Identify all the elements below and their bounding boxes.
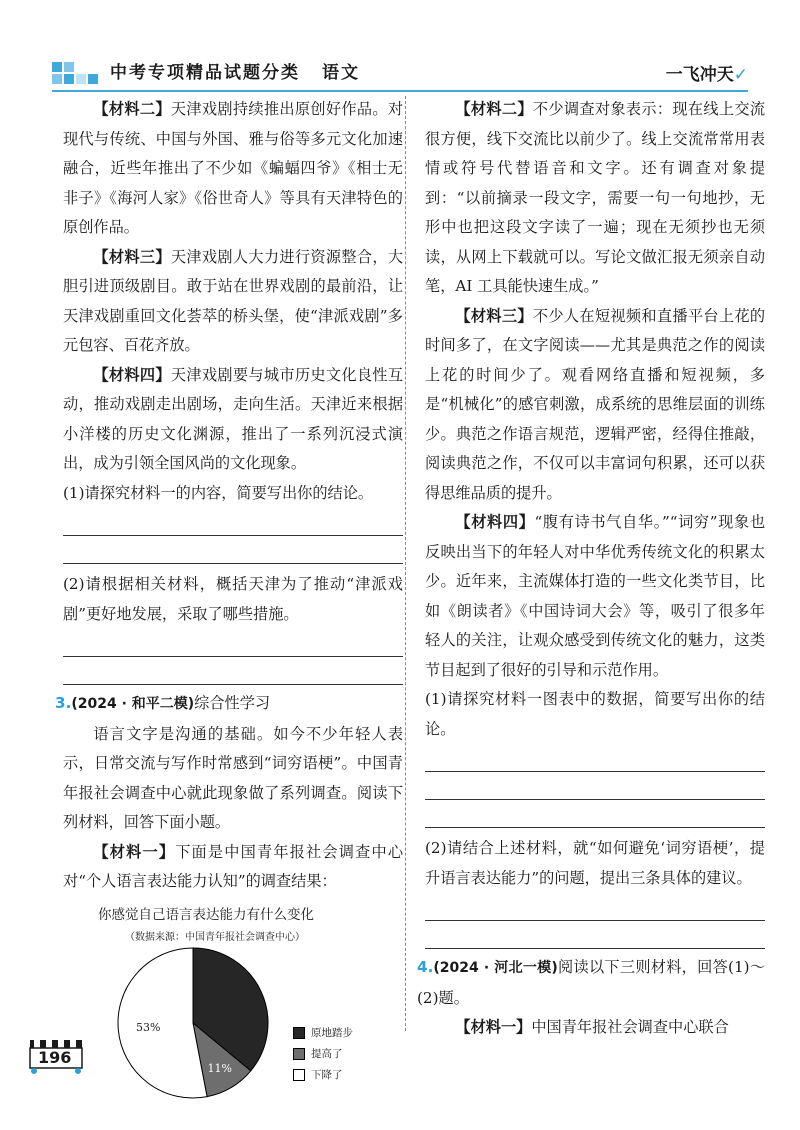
left-question-2: (2)请根据相关材料，概括天津为了推动“津派戏剧”更好地发展，采取了哪些措施。 (63, 575, 403, 623)
question-3-heading (55, 689, 403, 720)
right-material-1 (425, 1013, 765, 1043)
left-question-1: (1)请探究材料一的内容，简要写出你的结论。 (63, 483, 374, 502)
chart-legend (293, 1023, 353, 1086)
answer-line[interactable] (425, 772, 765, 800)
material-text: 不少人在短视频和直播平台上花的时间多了，在文字阅读——尤其是典范之作的阅读上花的时间少了。观看网络直播和短视频，多是“机械化”的感官刺激，成系统的思维层面的训练少。典范之作语言规范，逻辑严密，经得住推敲，阅读典范之作，不仅可以丰富词句积累，还可以获得思维品质的提升。 (425, 306, 766, 502)
right-material-3 (425, 302, 765, 509)
answer-line[interactable] (425, 921, 765, 949)
material-label: 【材料二】 (455, 100, 533, 118)
question-number: 3. (55, 694, 72, 712)
right-column (417, 95, 766, 1043)
header-book-title: 中考专项精品试题分类 (110, 63, 300, 83)
answer-line[interactable] (425, 893, 765, 921)
question-source: (2024 · 和平二模) (71, 696, 195, 712)
pie-chart (63, 901, 403, 1111)
legend-item (293, 1065, 353, 1086)
answer-line[interactable] (63, 508, 403, 536)
question-3-intro: 语言文字是沟通的基础。如今不少年轻人表示，日常交流与写作时常感到“词穷语梗”。中国青年报社会调查中心就此现象做了系列调查。阅读下列材料，回答下面小题。 (63, 724, 403, 831)
pie-svg (113, 943, 273, 1103)
column-divider (405, 96, 406, 1031)
legend-swatch (293, 1027, 305, 1039)
material-label: 【材料三】 (93, 247, 171, 266)
page-number-badge (26, 1036, 96, 1076)
question-source: (2024 · 河北一模) (433, 960, 558, 976)
answer-line[interactable] (63, 629, 403, 657)
right-question-1: (1)请探究材料一图表中的数据，简要写出你的结论。 (425, 690, 765, 738)
legend-swatch (293, 1069, 305, 1081)
material-text: 中国青年报社会调查中心联合 (531, 1018, 729, 1036)
material-text: 不少调查对象表示：现在线上交流很方便，线下交流比以前少了。线上交流常常用表情或符号代替语音和文字。还有调查对象提到：“以前摘录一段文字，需要一句一句地抄，无形中也把这段文字读了一遍；现在无须抄也无须读，从网上下载就可以。写论文做汇报无须亲自动笔，AI 工具能快速生成。” (425, 100, 766, 295)
chart-source-note: （数据来源：中国青年报社会调查中心） (125, 931, 305, 943)
left-material-2 (63, 95, 403, 243)
material-label: 【材料四】 (455, 513, 535, 531)
left-material-1 (63, 838, 403, 897)
page-header (0, 0, 800, 95)
legend-item (293, 1023, 353, 1044)
legend-label: 原地踏步 (311, 1026, 353, 1039)
question-number: 4. (417, 958, 434, 976)
material-text: “腹有诗书气自华。”“词穷”现象也反映出当下的年轻人对中华优秀传统文化的积累太少。近年来，主流媒体打造的一些文化类节目，比如《朗读者》《中国诗词大会》等，吸引了很多年轻人的关注，让观众感受到传统文化的魅力，这类节目起到了很好的引导和示范作用。 (425, 513, 766, 679)
header-logo (666, 60, 748, 85)
pie-value-label: 11% (207, 1061, 232, 1075)
left-material-3 (63, 243, 403, 361)
pie-value-label: 53% (135, 1020, 161, 1034)
right-material-2 (425, 95, 765, 302)
material-text: 天津戏剧人大力进行资源整合，大胆引进顶级剧目。敢于站在世界戏剧的最前沿，让天津戏剧重回文化荟萃的桥头堡，使“津派戏剧”多元包容、百花齐放。 (63, 247, 404, 354)
chart-title: 你感觉自己语言表达能力有什么变化 (98, 906, 314, 923)
material-label: 【材料四】 (93, 365, 171, 384)
answer-line[interactable] (63, 536, 403, 564)
header-squares-decoration (52, 56, 108, 90)
header-title (110, 58, 360, 83)
legend-item (293, 1044, 353, 1065)
material-text: 天津戏剧要与城市历史文化良性互动，推动戏剧走出剧场，走向生活。天津近来根据小洋楼的历史文化渊源，推出了一系列沉浸式演出，成为引领全国风尚的文化现象。 (63, 365, 404, 472)
right-question-2: (2)请结合上述材料，就“如何避免‘词穷语梗’，提升语言表达能力”的问题，提出三条具体的建议。 (425, 839, 765, 887)
left-material-4 (63, 361, 403, 479)
legend-swatch (293, 1048, 305, 1060)
header-rule (52, 90, 748, 92)
header-subject: 语文 (322, 63, 360, 83)
material-text: 下面是中国青年报社会调查中心对“个人语言表达能力认知”的调查结果： (63, 842, 404, 890)
header-logo-text: 一飞冲天 (665, 65, 734, 85)
material-label: 【材料三】 (455, 306, 533, 325)
question-text: 阅读以下三则材料，回答(1)～(2)题。 (417, 958, 766, 1007)
question-type: 综合性学习 (194, 694, 271, 712)
material-label: 【材料一】 (93, 842, 176, 861)
right-material-4 (425, 508, 765, 685)
legend-label: 提高了 (311, 1047, 343, 1060)
answer-line[interactable] (425, 800, 765, 828)
material-label: 【材料一】 (455, 1018, 532, 1036)
material-label: 【材料二】 (93, 100, 171, 118)
answer-line[interactable] (425, 744, 765, 772)
page-number: 196 (38, 1048, 72, 1067)
logo-check-icon: ✓ (733, 65, 748, 85)
answer-line[interactable] (63, 657, 403, 685)
material-text: 天津戏剧持续推出原创好作品。对现代与传统、中国与外国、雅与俗等多元文化加速融合，近些年推出了不少如《蝙蝠四爷》《相士无非子》《海河人家》《俗世奇人》等具有天津特色的原创作品。 (63, 100, 404, 236)
question-4-heading (417, 953, 765, 1013)
legend-label: 下降了 (311, 1068, 343, 1081)
